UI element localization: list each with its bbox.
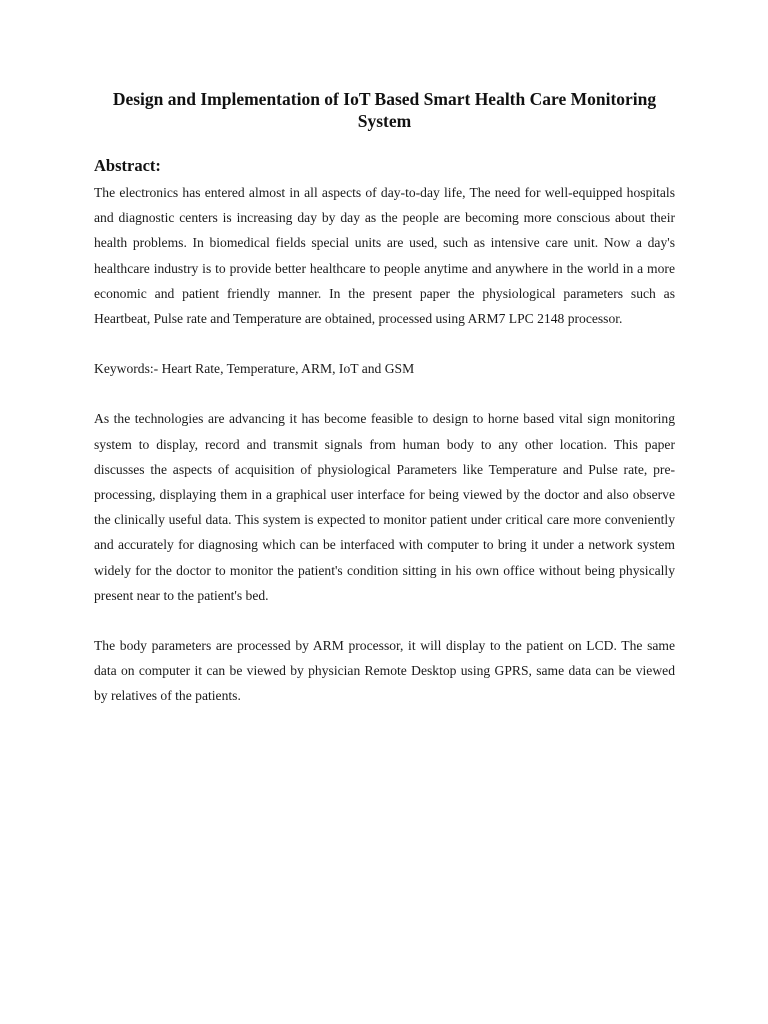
document-title: Design and Implementation of IoT Based Smart Health Care Monitoring System bbox=[112, 89, 657, 131]
abstract-heading: Abstract: bbox=[94, 156, 161, 175]
keywords-line: Keywords:- Heart Rate, Temperature, ARM, IoT and GSM bbox=[94, 361, 415, 377]
abstract-paragraph: The electronics has entered almost in all aspects of day-to-day life, The need for well-equipped hospitals and diagnostic centers is increasing day by day as the people are becoming more conscious about their health problems. In biomedical fields special units are used, such as intensive care unit. Now a day's healthcare industry is to provide better healthcare to people anytime and anywhere in the world in a more economic and patient friendly manner. In the present paper the physiological parameters such as Heartbeat, Pulse rate and Temperature are obtained, processed using ARM7 LPC 2148 processor. bbox=[94, 185, 675, 327]
document-body bbox=[94, 88, 675, 709]
body-paragraph-2: The body parameters are processed by ARM processor, it will display to the patient on LCD. The same data on computer it can be viewed by physician Remote Desktop using GPRS, same data can be viewed by relatives of the patients. bbox=[94, 638, 675, 704]
body-paragraph-1: As the technologies are advancing it has become feasible to design to horne based vital sign monitoring system to display, record and transmit signals from human body to any other location. This paper discusses the aspects of acquisition of physiological Parameters like Temperature and Pulse rate, pre-processing, displaying them in a graphical user interface for being viewed by the doctor and also observe the clinically useful data. This system is expected to monitor patient under critical care more conveniently and accurately for diagnosing which can be interfaced with computer to bring it under a network system widely for the doctor to monitor the patient's condition sitting in his own office without being physically present near to the patient's bed. bbox=[94, 411, 675, 603]
